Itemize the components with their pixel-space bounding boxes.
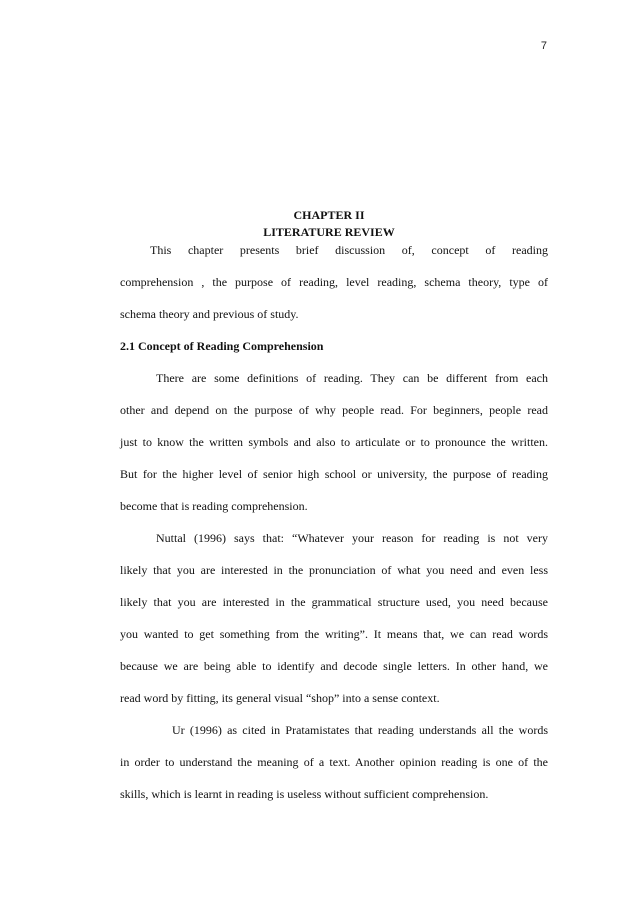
paragraph-line: But for the higher level of senior high school or university, the purpose of reading	[120, 467, 548, 481]
paragraph-line: likely that you are interested in the grammatical structure used, you need because	[120, 595, 548, 609]
section-heading: 2.1 Concept of Reading Comprehension	[120, 339, 324, 353]
paragraph-line: because we are being able to identify and decode single letters. In other hand, we	[120, 659, 548, 673]
paragraph-line: read word by fitting, its general visual “shop” into a sense context.	[120, 691, 440, 705]
paragraph-line: just to know the written symbols and also to articulate or to pronounce the written.	[120, 435, 548, 449]
paragraph-line: Nuttal (1996) says that: “Whatever your reason for reading is not very	[156, 531, 548, 545]
paragraph-line: in order to understand the meaning of a text. Another opinion reading is one of the	[120, 755, 548, 769]
intro-line: comprehension , the purpose of reading, level reading, schema theory, type of	[120, 275, 548, 289]
paragraph-line: you wanted to get something from the writing”. It means that, we can read words	[120, 627, 548, 641]
intro-line: schema theory and previous of study.	[120, 307, 299, 321]
page-number: 7	[540, 40, 547, 52]
chapter-title: LITERATURE REVIEW	[263, 225, 395, 239]
paragraph-line: likely that you are interested in the pronunciation of what you need and even less	[120, 563, 548, 577]
chapter-number: CHAPTER II	[293, 208, 365, 222]
intro-line: This chapter presents brief discussion of, concept of reading	[150, 243, 548, 257]
paragraph-line: become that is reading comprehension.	[120, 499, 308, 513]
paragraph-line: Ur (1996) as cited in Pratamistates that reading understands all the words	[172, 723, 548, 737]
paragraph-line: There are some definitions of reading. They can be different from each	[156, 371, 548, 385]
chapter-heading	[0, 207, 638, 241]
paragraph-line: skills, which is learnt in reading is useless without sufficient comprehension.	[120, 787, 489, 801]
paragraph-line: other and depend on the purpose of why people read. For beginners, people read	[120, 403, 548, 417]
